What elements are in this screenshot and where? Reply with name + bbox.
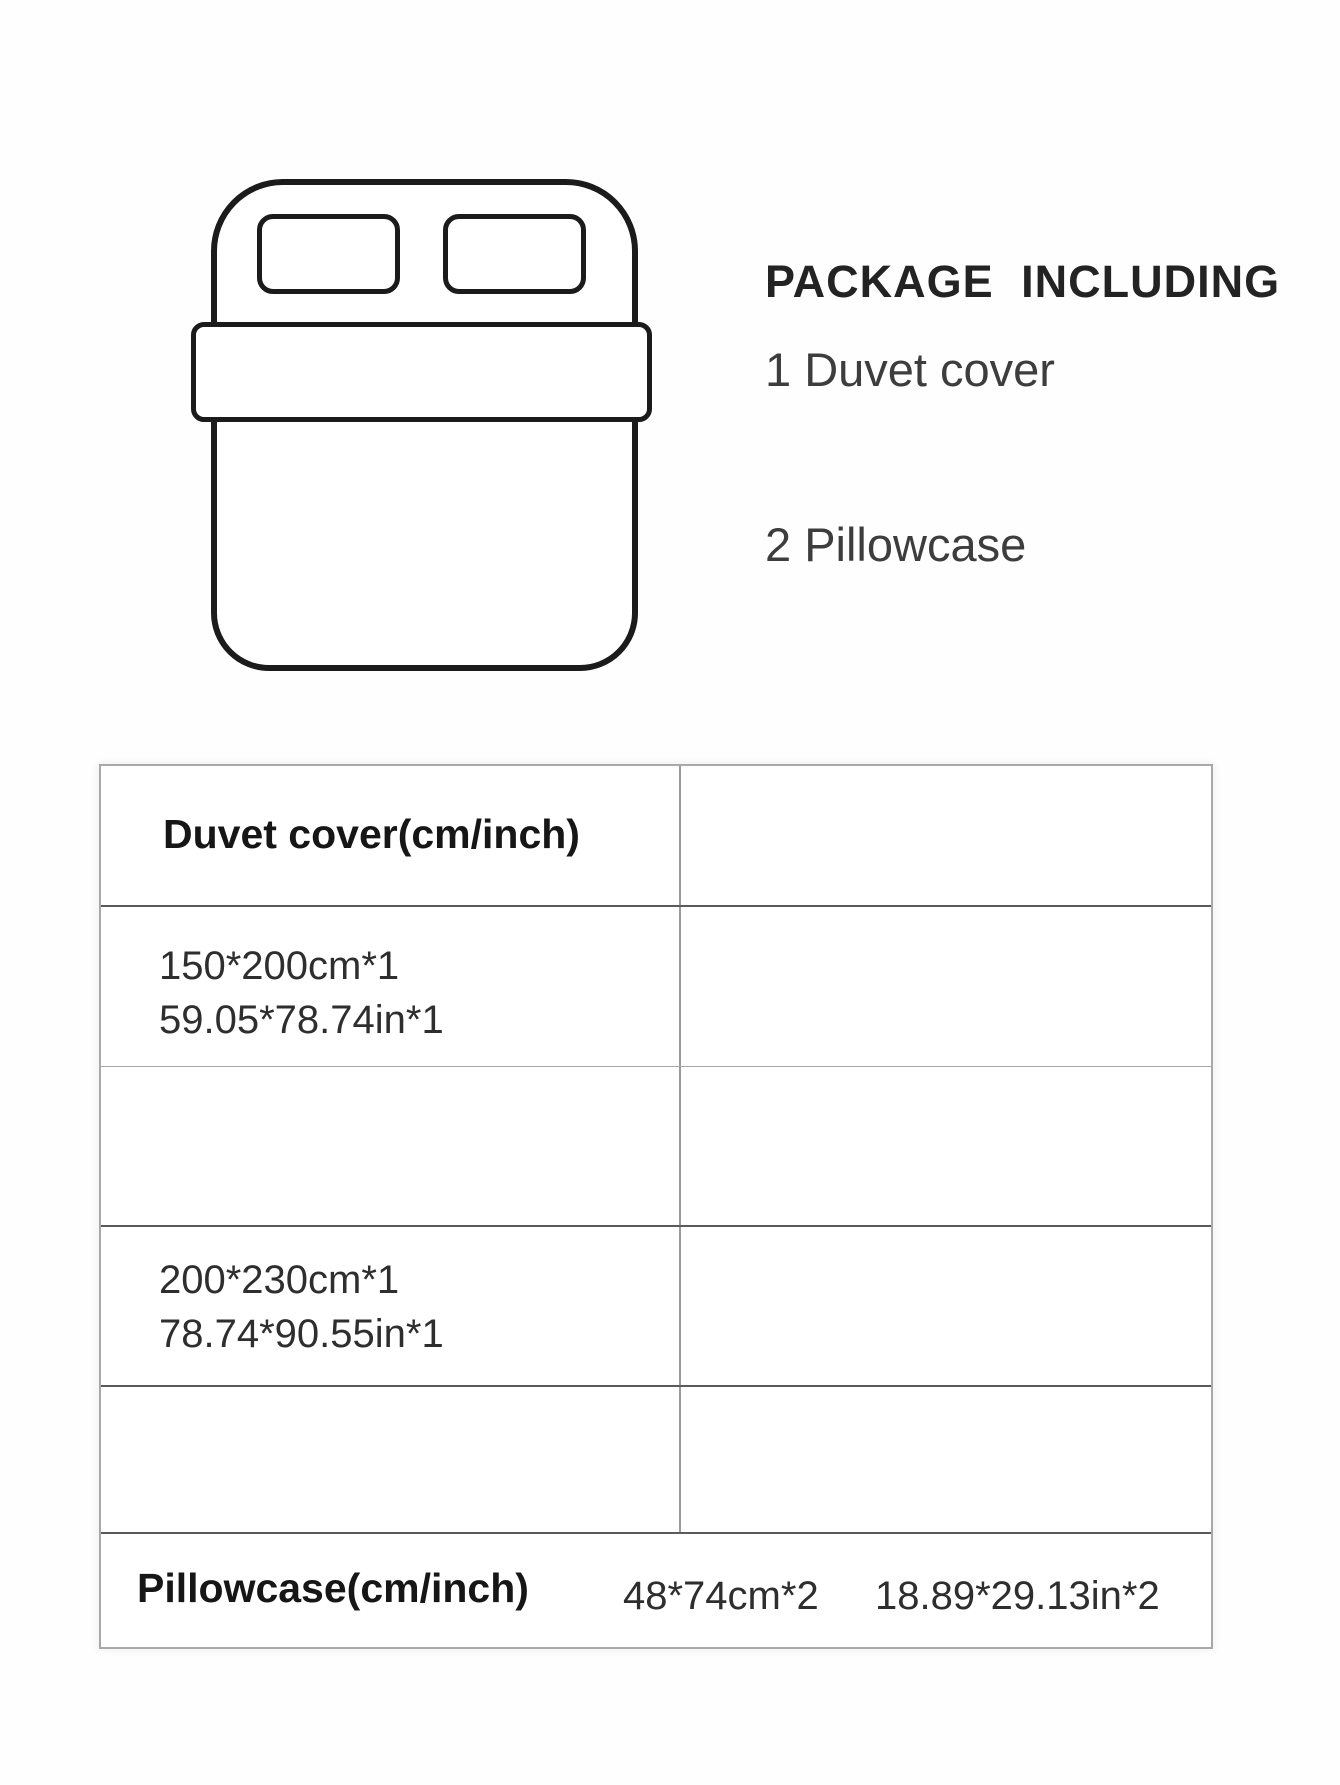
table-cell-size-inch: 59.05*78.74in*1	[159, 998, 444, 1042]
table-row-divider	[101, 1385, 1211, 1387]
table-row-divider	[101, 1066, 1211, 1067]
table-header-duvet-cover: Duvet cover(cm/inch)	[163, 811, 580, 857]
pillow-right-icon	[443, 214, 586, 294]
table-footer-pillowcase-cm: 48*74cm*2	[623, 1574, 819, 1618]
table-footer-pillowcase-inch: 18.89*29.13in*2	[875, 1574, 1160, 1618]
package-item-duvet-cover: 1 Duvet cover	[765, 343, 1055, 396]
pillow-left-icon	[257, 214, 400, 294]
table-row-divider	[101, 905, 1211, 907]
package-including-title: PACKAGE INCLUDING	[765, 256, 1281, 307]
table-row-divider	[101, 1225, 1211, 1227]
table-row-divider	[101, 1532, 1211, 1534]
table-cell-size-cm: 150*200cm*1	[159, 944, 400, 988]
table-column-divider	[679, 766, 681, 1532]
table-footer-pillowcase-label: Pillowcase(cm/inch)	[137, 1565, 529, 1611]
package-item-pillowcase: 2 Pillowcase	[765, 518, 1027, 571]
table-cell-size-inch: 78.74*90.55in*1	[159, 1312, 444, 1356]
size-table	[99, 764, 1213, 1649]
duvet-fold-band	[191, 322, 652, 422]
table-cell-size-cm: 200*230cm*1	[159, 1258, 400, 1302]
